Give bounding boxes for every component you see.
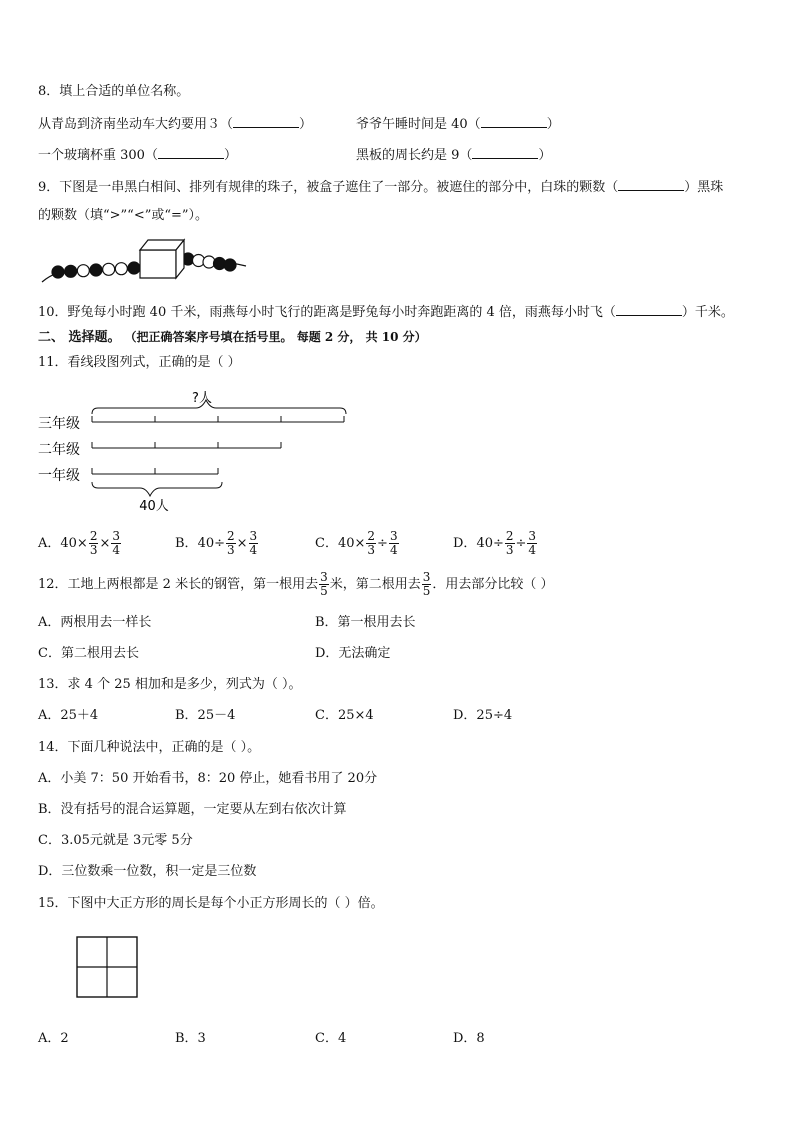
q13-option-d[interactable]: D．25÷4 (453, 708, 513, 723)
q14-option-b[interactable]: B．没有括号的混合运算题，一定要从左到右依次计算 (38, 802, 347, 817)
line-segment-diagram (36, 386, 356, 516)
answer-blank[interactable] (618, 178, 684, 191)
q11-option-d[interactable]: D．40÷ $\frac{2}{3}$ ÷ $\frac{3}{4}$ (453, 529, 537, 557)
top-label: ?人 (192, 391, 212, 406)
q12-option-b[interactable]: B．第一根用去长 (315, 615, 416, 630)
answer-blank[interactable] (472, 146, 538, 159)
q11-option-a[interactable]: A．40× $\frac{2}{3}$ × $\frac{3}{4}$ (38, 529, 121, 557)
q13-stem: 13．求 4 个 25 相加和是多少，列式为（ ）。 (38, 677, 302, 692)
q15-option-d[interactable]: D．8 (453, 1031, 485, 1046)
q15-option-a[interactable]: A．2 (38, 1031, 69, 1046)
bottom-brace (92, 482, 222, 496)
q15-stem: 15．下图中大正方形的周长是每个小正方形周长的（ ）倍。 (38, 896, 384, 911)
answer-blank[interactable] (158, 146, 224, 159)
answer-blank[interactable] (616, 303, 682, 316)
q8-item-1: 从青岛到济南坐动车大约要用３（ ） (38, 117, 313, 132)
bottom-label: 40人 (139, 499, 169, 514)
q14-option-d[interactable]: D．三位数乘一位数，积一定是三位数 (38, 864, 257, 879)
q10: 10．野兔每小时跑 40 千米，雨燕每小时飞行的距离是野兔每小时奔跑距离的 4 倍，雨燕每小时飞（ ）千米。 (38, 305, 734, 320)
q8-item-3: 一个玻璃杯重 300（ ） (38, 148, 237, 163)
q13-option-c[interactable]: C．25×4 (315, 708, 374, 723)
black-bead (90, 264, 102, 276)
square-grid-figure (76, 936, 140, 1000)
black-bead (224, 259, 236, 271)
black-bead (128, 262, 140, 274)
section2-heading: 二、 选择题。 （把正确答案序号填在括号里。 每题 2 分， 共 10 分） (38, 330, 427, 345)
q15-option-c[interactable]: C．4 (315, 1031, 347, 1046)
q12-option-c[interactable]: C．第二根用去长 (38, 646, 139, 661)
white-bead (77, 265, 89, 277)
q12-option-d[interactable]: D．无法确定 (315, 646, 391, 661)
q12-option-a[interactable]: A．两根用去一样长 (38, 615, 152, 630)
row-label-grade3: 三年级 (38, 416, 80, 432)
q11-option-c[interactable]: C．40× $\frac{2}{3}$ ÷ $\frac{3}{4}$ (315, 529, 398, 557)
q11-option-b[interactable]: B．40÷ $\frac{2}{3}$ × $\frac{3}{4}$ (175, 529, 258, 557)
answer-blank[interactable] (233, 115, 299, 128)
bead-string-figure (36, 232, 256, 292)
q13-option-a[interactable]: A．25＋4 (38, 708, 99, 723)
q8-item-2: 爷爷午睡时间是 40（ ） (356, 117, 560, 132)
q14-stem: 14．下面几种说法中，正确的是（ ）。 (38, 740, 261, 755)
box (140, 240, 184, 278)
q11-stem: 11．看线段图列式，正确的是（ ） (38, 355, 241, 370)
q15-option-b[interactable]: B．3 (175, 1031, 206, 1046)
q9-line1: 9．下图是一串黑白相间、排列有规律的珠子，被盒子遮住了一部分。被遮住的部分中，白珠的颗数（ ）黑珠 (38, 180, 724, 195)
black-bead (65, 265, 77, 277)
white-bead (103, 263, 115, 275)
q13-option-b[interactable]: B．25－4 (175, 708, 236, 723)
black-bead (52, 266, 64, 278)
row-label-grade2: 二年级 (38, 442, 80, 458)
q12-stem: 12．工地上两根都是 2 米长的钢管，第一根用去 $\frac{3}{5}$ 米，第二根用去 $\frac{3}{5}$ ．用去部分比较（ ） (38, 570, 554, 598)
row-label-grade1: 一年级 (38, 468, 80, 484)
top-brace (92, 400, 346, 414)
answer-blank[interactable] (481, 115, 547, 128)
q14-option-a[interactable]: A．小美 7：50 开始看书，8：20 停止，她看书用了 20分 (38, 771, 378, 786)
q8-stem: 8．填上合适的单位名称。 (38, 84, 190, 99)
q8-item-4: 黑板的周长约是 9（ ） (356, 148, 552, 163)
q14-option-c[interactable]: C．3.05元就是 3元零 5分 (38, 833, 193, 848)
white-bead (115, 263, 127, 275)
q9-line2: 的颗数（填“>”“<”或“=”）。 (38, 208, 209, 223)
